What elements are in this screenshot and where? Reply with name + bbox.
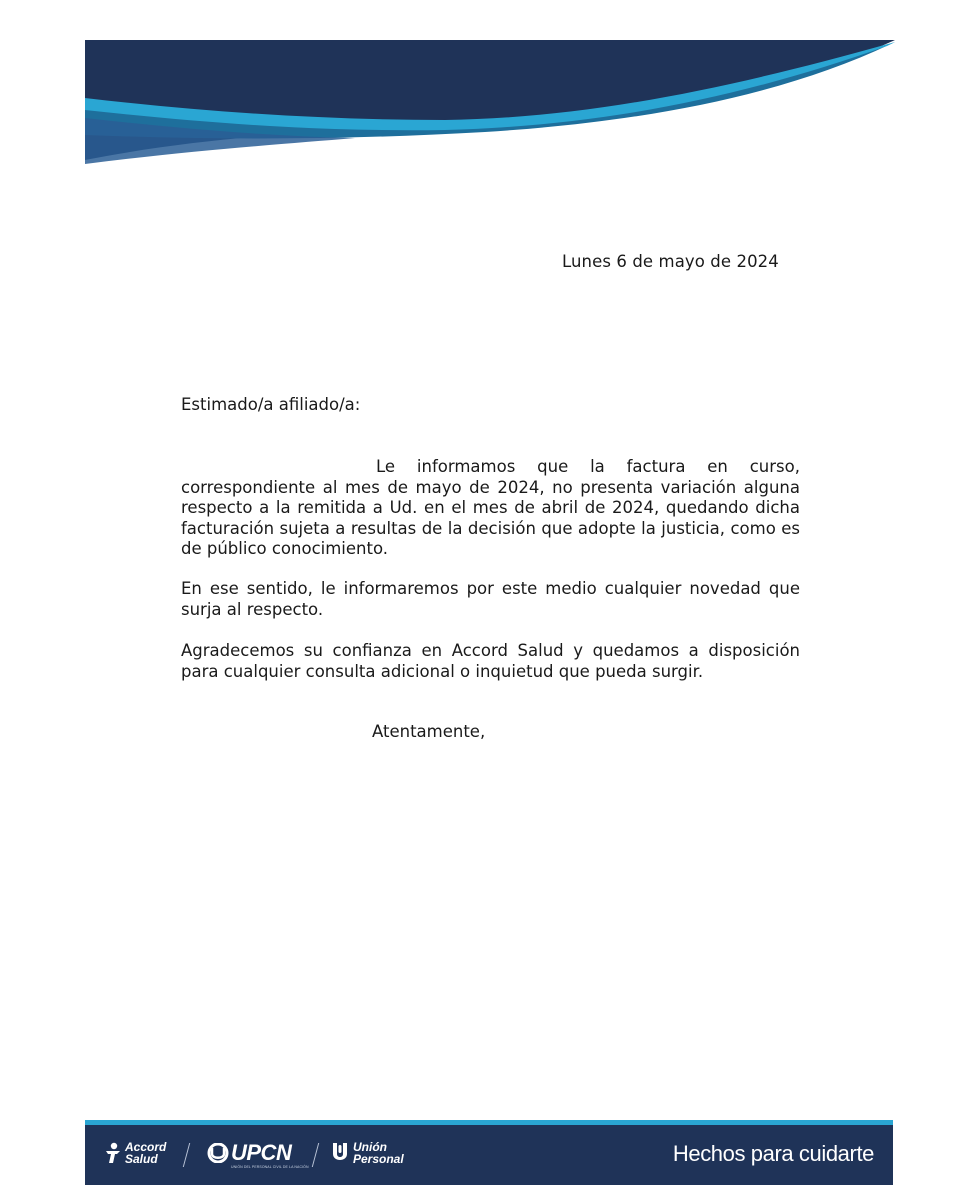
union-personal-u-icon: [330, 1141, 350, 1165]
accord-logo-line1: Accord: [125, 1140, 167, 1154]
logo-separator: [312, 1143, 319, 1167]
letter-paragraph: Agradecemos su confianza en Accord Salud y quedamos a disposición para cualquier consulta adicional o inquietud que pueda surgir.: [181, 641, 800, 681]
upcn-logo-tagline: UNIÓN DEL PERSONAL CIVIL DE LA NACIÓN: [231, 1165, 309, 1169]
header-wave-banner: [85, 40, 895, 170]
letter-date: Lunes 6 de mayo de 2024: [562, 252, 779, 271]
union-logo-line1: Unión: [353, 1140, 387, 1154]
accord-person-icon: [104, 1142, 122, 1164]
logo-separator: [183, 1143, 190, 1167]
union-logo-line2: Personal: [353, 1152, 404, 1166]
letter-paragraph: Le informamos que la factura en curso, correspondiente al mes de mayo de 2024, no presenta variación alguna respecto a la remitida a Ud. en el mes de abril de 2024, quedando dicha facturación sujeta a resultas de la decisión que adopte la justicia, como es de público conocimiento.: [181, 457, 800, 558]
upcn-emblem-icon: [205, 1143, 231, 1163]
footer-bar: [85, 1125, 893, 1185]
footer-slogan: Hechos para cuidarte: [672, 1141, 874, 1166]
upcn-logo: [205, 1140, 309, 1169]
letter-greeting: Estimado/a afiliado/a:: [181, 395, 361, 414]
upcn-logo-text: UPCN: [231, 1140, 292, 1165]
union-personal-logo: [330, 1141, 404, 1165]
letter-paragraph: En ese sentido, le informaremos por este medio cualquier novedad que surja al respecto.: [181, 579, 800, 619]
accord-salud-logo: [104, 1141, 166, 1165]
letter-closing: Atentamente,: [372, 722, 486, 741]
accord-logo-line2: Salud: [125, 1152, 158, 1166]
